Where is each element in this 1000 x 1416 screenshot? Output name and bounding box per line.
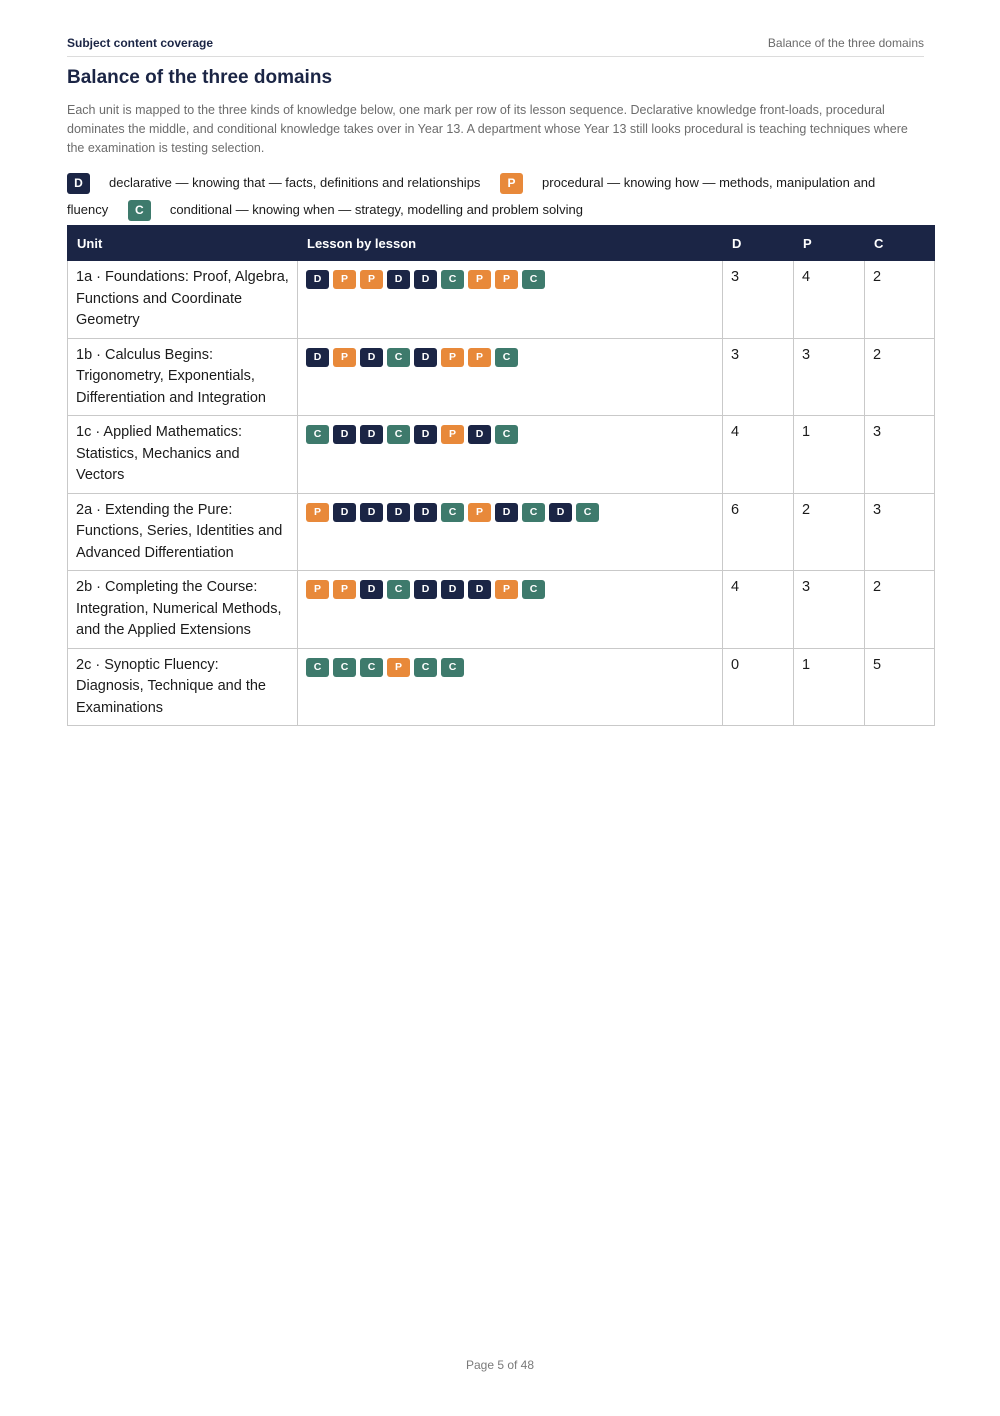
- lesson-chip: P: [306, 580, 329, 599]
- table-header-row: [68, 226, 935, 261]
- lesson-chip: D: [360, 425, 383, 444]
- legend-chip-procedural: P: [500, 173, 523, 194]
- lesson-chip: D: [333, 425, 356, 444]
- count-c: 3: [865, 416, 935, 494]
- table-row: [68, 648, 935, 726]
- domain-legend: [67, 169, 933, 223]
- lesson-chip: C: [495, 425, 518, 444]
- lesson-chip: P: [468, 348, 491, 367]
- lesson-sequence: [306, 655, 714, 677]
- lesson-chip: C: [306, 425, 329, 444]
- count-c: 5: [865, 648, 935, 726]
- table-row: [68, 338, 935, 416]
- count-c: 3: [865, 493, 935, 571]
- unit-name: 1c · Applied Mathematics: Statistics, Mechanics and Vectors: [68, 416, 298, 494]
- lesson-chip: D: [414, 503, 437, 522]
- lesson-chip: C: [306, 658, 329, 677]
- lesson-chip: D: [414, 270, 437, 289]
- count-d: 4: [723, 571, 794, 649]
- count-d: 3: [723, 338, 794, 416]
- lesson-chip: P: [495, 580, 518, 599]
- count-p: 2: [794, 493, 865, 571]
- lesson-chip: P: [441, 348, 464, 367]
- lesson-chip: C: [441, 658, 464, 677]
- intro-paragraph: Each unit is mapped to the three kinds of knowledge below, one mark per row of its lesson sequence. Declarative knowledge front-loads, procedural dominates the middle, and conditional knowledge takes over in Year 13. A department whose Year 13 still looks procedural is teaching techniques where the examination is testing selection.: [67, 103, 908, 155]
- lesson-sequence: [306, 577, 714, 599]
- lesson-chip: D: [306, 348, 329, 367]
- lesson-sequence-cell: [298, 416, 723, 494]
- lesson-sequence-cell: [298, 338, 723, 416]
- legend-chip-conditional: C: [128, 200, 151, 221]
- legend-chip-declarative: D: [67, 173, 90, 194]
- page-number: Page 5 of 48: [465, 1358, 535, 1372]
- lesson-chip: P: [306, 503, 329, 522]
- lesson-chip: D: [468, 425, 491, 444]
- lesson-chip: C: [576, 503, 599, 522]
- col-header-c: C: [865, 226, 935, 261]
- lesson-chip: D: [495, 503, 518, 522]
- col-header-d: D: [723, 226, 794, 261]
- lesson-chip: P: [360, 270, 383, 289]
- count-p: 1: [794, 416, 865, 494]
- count-c: 2: [865, 261, 935, 339]
- count-d: 6: [723, 493, 794, 571]
- col-header-p: P: [794, 226, 865, 261]
- table-row: [68, 571, 935, 649]
- legend-text-declarative: declarative — knowing that — facts, definitions and relationships: [109, 175, 481, 190]
- lesson-chip: C: [441, 503, 464, 522]
- header-page-topic: Balance of the three domains: [767, 36, 924, 50]
- lesson-sequence: [306, 345, 714, 367]
- lesson-sequence-cell: [298, 493, 723, 571]
- lesson-chip: D: [414, 580, 437, 599]
- lesson-chip: P: [441, 425, 464, 444]
- unit-domain-table: [67, 225, 935, 726]
- lesson-chip: C: [360, 658, 383, 677]
- lesson-chip: C: [495, 348, 518, 367]
- lesson-chip: D: [387, 270, 410, 289]
- lesson-sequence-cell: [298, 261, 723, 339]
- lesson-chip: P: [468, 270, 491, 289]
- running-header: [67, 36, 924, 57]
- lesson-sequence-cell: [298, 571, 723, 649]
- unit-name: 2a · Extending the Pure: Functions, Series, Identities and Advanced Differentiation: [68, 493, 298, 571]
- count-p: 3: [794, 338, 865, 416]
- col-header-unit: Unit: [68, 226, 298, 261]
- count-c: 2: [865, 571, 935, 649]
- lesson-chip: C: [387, 425, 410, 444]
- lesson-chip: D: [360, 348, 383, 367]
- lesson-chip: C: [522, 580, 545, 599]
- header-section-title: Subject content coverage: [67, 36, 214, 50]
- table-row: [68, 493, 935, 571]
- lesson-sequence: [306, 267, 714, 289]
- table-row: [68, 416, 935, 494]
- unit-name: 1b · Calculus Begins: Trigonometry, Exponentials, Differentiation and Integration: [68, 338, 298, 416]
- lesson-chip: D: [441, 580, 464, 599]
- lesson-chip: P: [495, 270, 518, 289]
- unit-name: 1a · Foundations: Proof, Algebra, Functions and Coordinate Geometry: [68, 261, 298, 339]
- page-title: Balance of the three domains: [67, 67, 333, 88]
- lesson-chip: P: [333, 348, 356, 367]
- lesson-chip: P: [468, 503, 491, 522]
- legend-text-conditional: conditional — knowing when — strategy, modelling and problem solving: [169, 202, 583, 217]
- table-row: [68, 261, 935, 339]
- lesson-chip: D: [414, 348, 437, 367]
- lesson-chip: C: [441, 270, 464, 289]
- lesson-chip: D: [387, 503, 410, 522]
- lesson-chip: C: [333, 658, 356, 677]
- count-p: 4: [794, 261, 865, 339]
- lesson-sequence: [306, 500, 714, 522]
- lesson-chip: D: [468, 580, 491, 599]
- lesson-chip: D: [360, 503, 383, 522]
- unit-name: 2b · Completing the Course: Integration, Numerical Methods, and the Applied Extensions: [68, 571, 298, 649]
- lesson-chip: C: [387, 580, 410, 599]
- count-d: 3: [723, 261, 794, 339]
- lesson-chip: P: [333, 270, 356, 289]
- lesson-chip: C: [522, 270, 545, 289]
- lesson-sequence: [306, 422, 714, 444]
- lesson-sequence-cell: [298, 648, 723, 726]
- lesson-chip: P: [333, 580, 356, 599]
- lesson-chip: D: [333, 503, 356, 522]
- count-d: 4: [723, 416, 794, 494]
- lesson-chip: C: [387, 348, 410, 367]
- table-body: [68, 261, 935, 726]
- lesson-chip: P: [387, 658, 410, 677]
- lesson-chip: D: [549, 503, 572, 522]
- lesson-chip: D: [306, 270, 329, 289]
- count-c: 2: [865, 338, 935, 416]
- count-d: 0: [723, 648, 794, 726]
- lesson-chip: D: [414, 425, 437, 444]
- unit-name: 2c · Synoptic Fluency: Diagnosis, Technique and the Examinations: [68, 648, 298, 726]
- lesson-chip: C: [414, 658, 437, 677]
- lesson-chip: D: [360, 580, 383, 599]
- col-header-lessons: Lesson by lesson: [298, 226, 723, 261]
- lesson-chip: C: [522, 503, 545, 522]
- count-p: 1: [794, 648, 865, 726]
- legend-text-procedural: procedural — knowing how — methods, manipulation and fluency: [67, 175, 876, 217]
- count-p: 3: [794, 571, 865, 649]
